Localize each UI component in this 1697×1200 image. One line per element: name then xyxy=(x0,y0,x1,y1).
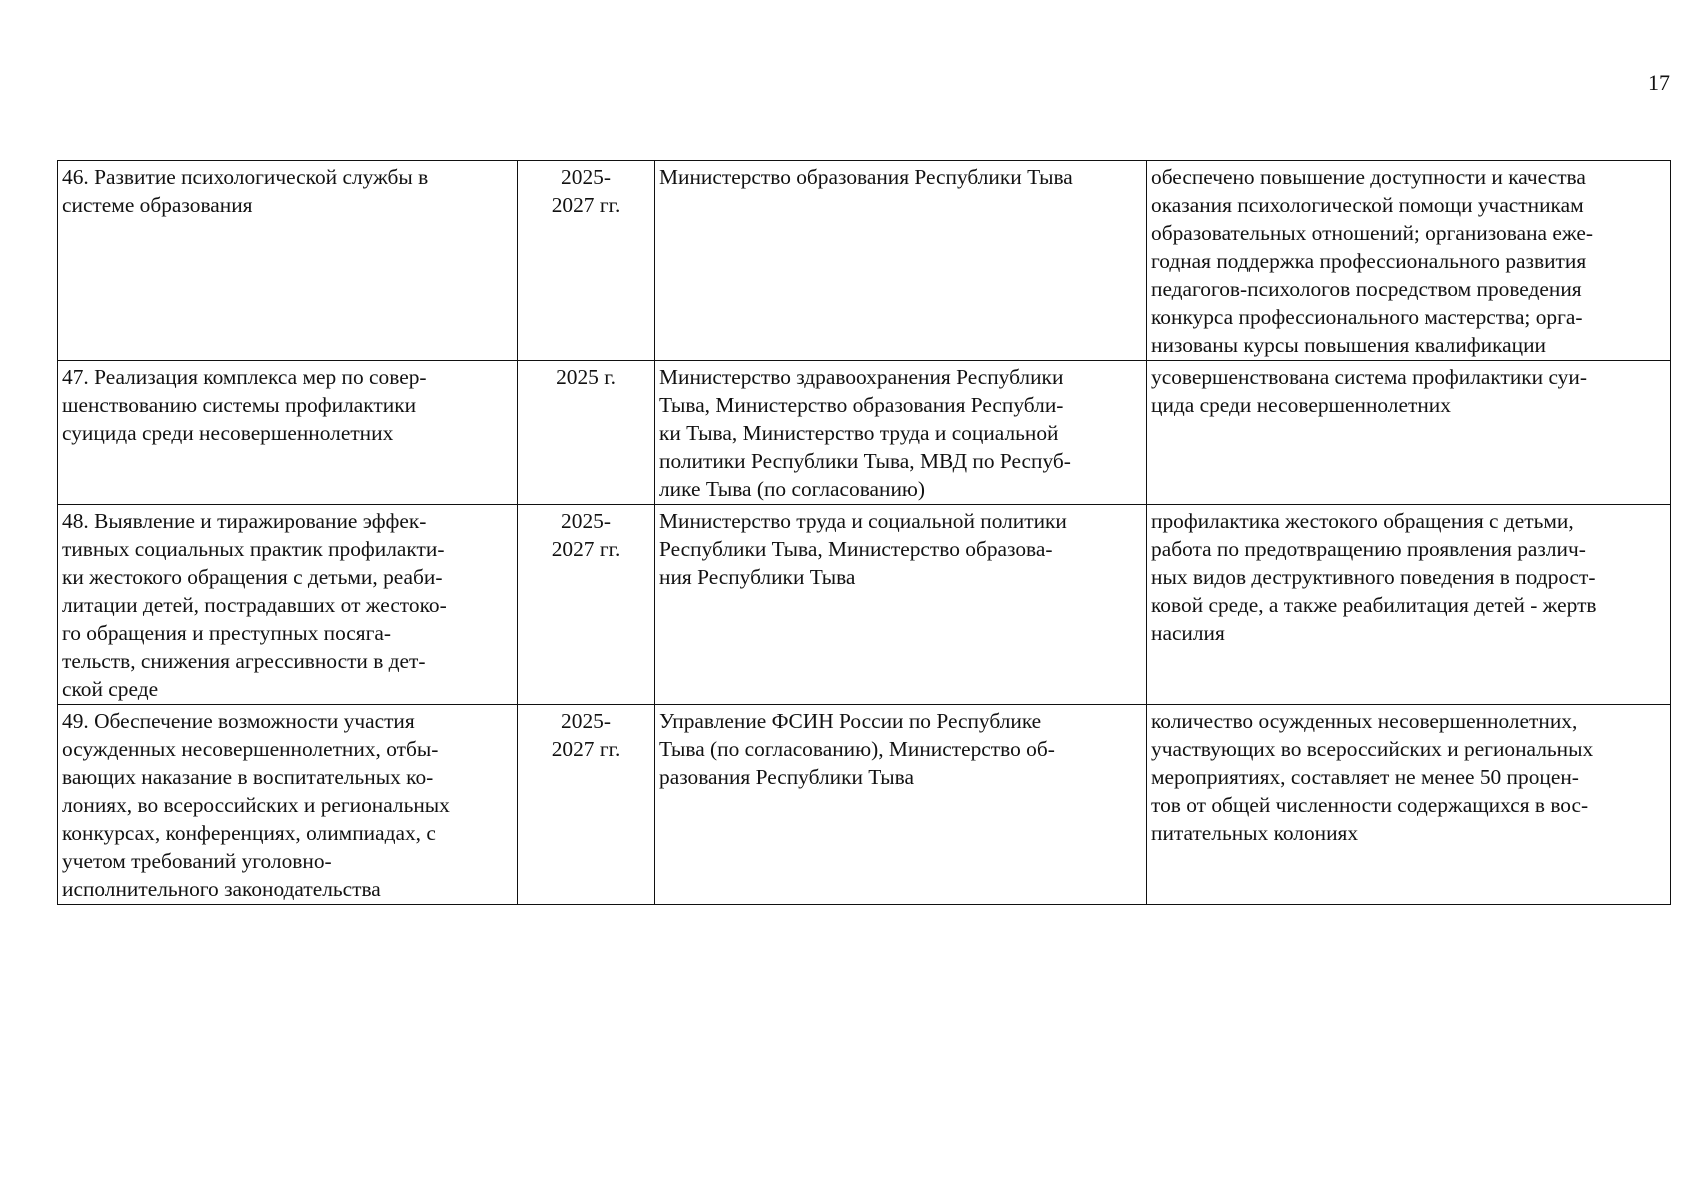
cell-text-line: профилактика жестокого обращения с детьми, xyxy=(1151,509,1574,533)
cell-text-line: 46. Развитие психологической службы в xyxy=(62,165,429,189)
table-body xyxy=(58,161,1671,905)
cell-text-line: образовательных отношений; организована еже- xyxy=(1151,221,1593,245)
result-cell xyxy=(1147,161,1671,361)
cell-text-line: питательных колониях xyxy=(1151,821,1359,845)
cell-text-line: 2025- xyxy=(561,165,611,189)
cell-text-line: мероприятиях, составляет не менее 50 процен- xyxy=(1151,765,1579,789)
cell-text-line: исполнительного законодательства xyxy=(62,877,381,901)
cell-text-line: суицида среди несовершеннолетних xyxy=(62,421,394,445)
cell-text-line: шенствованию системы профилактики xyxy=(62,393,417,417)
executor-cell xyxy=(655,505,1147,705)
cell-text-line: количество осужденных несовершеннолетних, xyxy=(1151,709,1578,733)
cell-text-line: Министерство здравоохранения Республики xyxy=(659,365,1064,389)
period-cell xyxy=(518,361,655,505)
table-row-46 xyxy=(58,161,1671,361)
cell-text-line: ния Республики Тыва xyxy=(659,565,856,589)
period-cell xyxy=(518,505,655,705)
action-plan-table xyxy=(57,160,1671,905)
cell-text-line: участвующих во всероссийских и региональных xyxy=(1151,737,1594,761)
cell-text-line: цида среди несовершеннолетних xyxy=(1151,393,1451,417)
cell-text-line: конкурсах, конференциях, олимпиадах, с xyxy=(62,821,436,845)
cell-text-line: 2025 г. xyxy=(556,365,616,389)
action-cell xyxy=(58,161,518,361)
cell-text-line: 48. Выявление и тиражирование эффек- xyxy=(62,509,427,533)
action-cell xyxy=(58,361,518,505)
executor-cell xyxy=(655,705,1147,905)
table-row-48 xyxy=(58,505,1671,705)
cell-text-line: 2027 гг. xyxy=(551,537,621,561)
period-cell xyxy=(518,161,655,361)
cell-text-line: литации детей, пострадавших от жестоко- xyxy=(62,593,447,617)
cell-text-line: го обращения и преступных посяга- xyxy=(62,621,392,645)
cell-text-line: учетом требований уголовно- xyxy=(62,849,332,873)
cell-text-line: конкурса профессионального мастерства; орга- xyxy=(1151,305,1583,329)
cell-text-line: ковой среде, а также реабилитация детей - жертв xyxy=(1151,593,1597,617)
cell-text-line: лике Тыва (по согласованию) xyxy=(659,477,926,501)
cell-text-line: ской среде xyxy=(62,677,159,701)
cell-text-line: Министерство труда и социальной политики xyxy=(659,509,1067,533)
cell-text-line: Тыва, Министерство образования Республи- xyxy=(659,393,1064,417)
cell-text-line: 47. Реализация комплекса мер по совер- xyxy=(62,365,427,389)
cell-text-line: ных видов деструктивного поведения в подрост- xyxy=(1151,565,1596,589)
cell-text-line: Министерство образования Республики Тыва xyxy=(659,165,1073,189)
cell-text-line: тивных социальных практик профилакти- xyxy=(62,537,445,561)
cell-text-line: годная поддержка профессионального развития xyxy=(1151,249,1587,273)
executor-cell xyxy=(655,161,1147,361)
cell-text-line: вающих наказание в воспитательных ко- xyxy=(62,765,434,789)
cell-text-line: низованы курсы повышения квалификации xyxy=(1151,333,1546,357)
cell-text-line: 2027 гг. xyxy=(551,737,621,761)
executor-cell xyxy=(655,361,1147,505)
cell-text-line: Управление ФСИН России по Республике xyxy=(659,709,1042,733)
cell-text-line: тельств, снижения агрессивности в дет- xyxy=(62,649,426,673)
cell-text-line: 2025- xyxy=(561,709,611,733)
cell-text-line: политики Республики Тыва, МВД по Респуб- xyxy=(659,449,1071,473)
result-cell xyxy=(1147,505,1671,705)
cell-text-line: осужденных несовершеннолетних, отбы- xyxy=(62,737,439,761)
cell-text-line: усовершенствована система профилактики суи- xyxy=(1151,365,1587,389)
cell-text-line: Тыва (по согласованию), Министерство об- xyxy=(659,737,1055,761)
cell-text-line: 49. Обеспечение возможности участия xyxy=(62,709,415,733)
cell-text-line: ки Тыва, Министерство труда и социальной xyxy=(659,421,1059,445)
action-cell xyxy=(58,505,518,705)
cell-text-line: лониях, во всероссийских и региональных xyxy=(62,793,450,817)
cell-text-line: тов от общей численности содержащихся в вос- xyxy=(1151,793,1589,817)
cell-text-line: обеспечено повышение доступности и качества xyxy=(1151,165,1586,189)
result-cell xyxy=(1147,705,1671,905)
cell-text-line: работа по предотвращению проявления различ- xyxy=(1151,537,1586,561)
table-row-47 xyxy=(58,361,1671,505)
cell-text-line: системе образования xyxy=(62,193,253,217)
cell-text-line: насилия xyxy=(1151,621,1225,645)
table-row-49 xyxy=(58,705,1671,905)
result-cell xyxy=(1147,361,1671,505)
cell-text-line: оказания психологической помощи участникам xyxy=(1151,193,1584,217)
cell-text-line: педагогов-психологов посредством проведения xyxy=(1151,277,1582,301)
cell-text-line: ки жестокого обращения с детьми, реаби- xyxy=(62,565,443,589)
cell-text-line: 2027 гг. xyxy=(551,193,621,217)
period-cell xyxy=(518,705,655,905)
action-cell xyxy=(58,705,518,905)
cell-text-line: 2025- xyxy=(561,509,611,533)
cell-text-line: разования Республики Тыва xyxy=(659,765,914,789)
page-number: 17 xyxy=(1648,70,1670,95)
cell-text-line: Республики Тыва, Министерство образова- xyxy=(659,537,1053,561)
